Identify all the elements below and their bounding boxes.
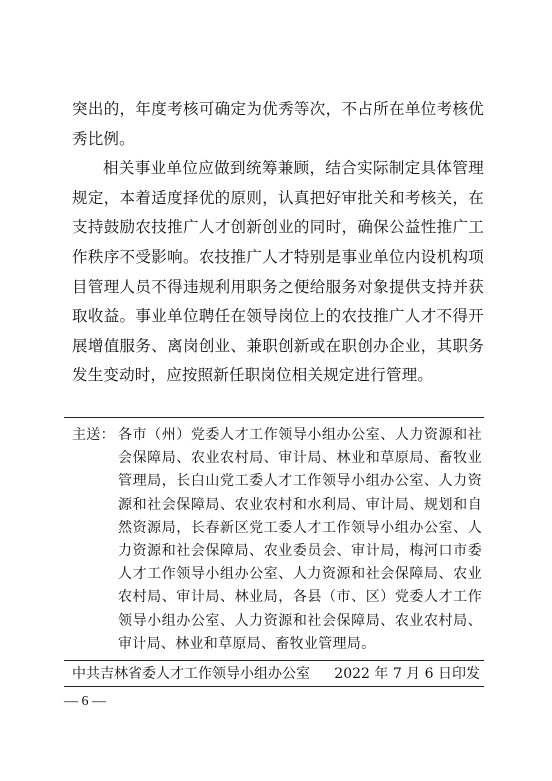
distribution-list: 各市（州）党委人才工作领导小组办公室、人力资源和社会保障局、农业农村局、审计局、林业和草原局、畜牧业管理局，长白山党工委人才工作领导小组办公室、人力资源和社会保障局、农业农村和水利局、审计局、规划和自然资源局，长春新区党工委人才工作领导小组办公室、人力资源和社会保障局、农业委员会、审计局，梅河口市委人才工作领导小组办公室、人力资源和社会保障局、农业农村局、审计局、林业局，各县（市、区）党委人才工作领导小组办公室、人力资源和社会保障局、农业农村局、审计局、林业和草原局、畜牧业管理局。 — [118, 427, 482, 652]
paragraph-management: 相关事业单位应做到统筹兼顾，结合实际制定具体管理规定，本着适度择优的原则，认真把好审批关和考核关，在支持鼓励农技推广人才创新创业的同时，确保公益性推广工作秩序不受影响。农技推广人才特别是事业单位内设机构项目管理人员不得违规利用职务之便给服务对象提供支持并获取收益。事业单位聘任在领导岗位上的农技推广人才不得开展增值服务、离岗创业、兼职创新或在职创办企业，其职务发生变动时，应按照新任职岗位相关规定进行管理。 — [72, 159, 484, 385]
footer-bottom-rule — [64, 686, 484, 687]
distribution-label: 主送： — [72, 427, 115, 443]
issuer-name: 中共吉林省委人才工作领导小组办公室 — [72, 666, 310, 682]
paragraph-continuation: 突出的，年度考核可确定为优秀等次，不占所在单位考核优秀比例。 — [72, 100, 484, 148]
issuance-footer — [72, 664, 480, 684]
body-text — [72, 95, 484, 391]
footer-top-rule — [64, 660, 484, 661]
page-number: — 6 — — [64, 694, 106, 709]
issue-date: 2022 年 7 月 6 日印发 — [334, 666, 480, 682]
distribution-block — [72, 424, 482, 656]
distribution-top-rule — [64, 417, 484, 418]
